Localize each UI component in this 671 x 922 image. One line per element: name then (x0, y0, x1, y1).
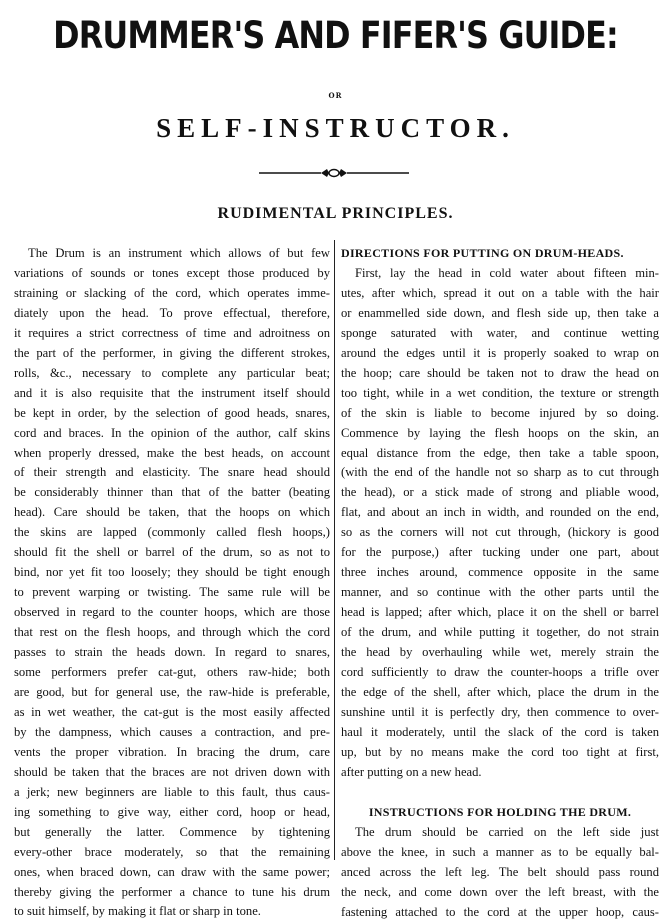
text-line: around the edges until it is properly soaked to wrap on (341, 344, 659, 364)
text-line: so as the corners will not cut through, (hickory is good (341, 523, 659, 543)
text-line: anced across the left leg. The belt should pass round (341, 863, 659, 883)
text-line: bind, nor yet fit too loosely; they should be tight enough (14, 563, 330, 583)
text-line: observed in regard to the counter hoops, which are those (14, 603, 330, 623)
text-line: manner, and so continue with the other parts until the (341, 583, 659, 603)
page-subtitle: SELF-INSTRUCTOR. (0, 113, 671, 144)
text-line: ones, when braced down, can draw with the same power; (14, 863, 330, 883)
text-line: after putting on a new head. (341, 763, 659, 783)
text-line: be considerably thinner than that of the batter (beating (14, 483, 330, 503)
text-line: too tight, while in a wet condition, the texture or strength (341, 384, 659, 404)
text-line: the part of the performer, in giving the different strokes, (14, 344, 330, 364)
text-line: the skins are lapped (commonly called flesh hoops,) (14, 523, 330, 543)
text-line: haul it moderately, until the slack of the cord is taken (341, 723, 659, 743)
text-line: the hoop; care should be taken not to draw the head on (341, 364, 659, 384)
text-line: head). Care should be taken, that the hoops on which (14, 503, 330, 523)
text-line: of the drum, and while putting it together, do not strain (341, 623, 659, 643)
left-column (14, 244, 330, 922)
heading-holding-drum: INSTRUCTIONS FOR HOLDING THE DRUM. (341, 803, 659, 823)
text-line: First, lay the head in cold water about fifteen min- (341, 264, 659, 284)
title-connector: OR (0, 91, 671, 100)
text-line: or enammelled side down, and flesh side up, then take a (341, 304, 659, 324)
text-line: for the purpose,) after tucking under one part, about (341, 543, 659, 563)
text-line: passes to strain the heads down. In regard to snares, (14, 643, 330, 663)
text-line: and it is also requisite that the instrument itself should (14, 384, 330, 404)
text-line: The drum should be carried on the left side just (341, 823, 659, 843)
text-line: equal distance from the edge, then take a table spoon, (341, 444, 659, 464)
text-line: should fit the shell or barrel of the drum, so as not to (14, 543, 330, 563)
text-line: be kept in order, by the selection of good heads, snares, (14, 404, 330, 424)
text-line: head is lapped; after which, place it on the shell or barrel (341, 603, 659, 623)
text-line: it requires a strict correctness of time and adroitness on (14, 324, 330, 344)
text-line: cord sufficiently to draw the counter-hoops a trifle over (341, 663, 659, 683)
paragraph-holding-drum (341, 823, 659, 922)
text-line: that rest on the flesh hoops, and through which the cord (14, 623, 330, 643)
heading-drum-heads: DIRECTIONS FOR PUTTING ON DRUM-HEADS. (341, 244, 659, 264)
text-line: diately upon the head. To prove effectual, therefore, (14, 304, 330, 324)
text-line: utes, after which, spread it out on a table with the hair (341, 284, 659, 304)
text-line: every-other brace moderately, so that the remaining (14, 843, 330, 863)
text-line: by the dampness, which causes a contraction, and pre- (14, 723, 330, 743)
text-line: should be taken that the braces are not driven down with (14, 763, 330, 783)
paragraph-gap (341, 783, 659, 803)
text-line: to suit himself, by making it flat or sharp in tone. (14, 902, 330, 922)
text-line: fastening attached to the cord at the upper hoop, caus- (341, 903, 659, 922)
text-line: the head by overhauling while wet, merely strain the (341, 643, 659, 663)
text-line: as in wet weather, the cat-gut is the most easily affected (14, 703, 330, 723)
text-line: vents the proper vibration. In bracing the drum, care (14, 743, 330, 763)
ornament-divider-icon (259, 167, 409, 179)
text-line: up, but by no means make the cord too tight at first, (341, 743, 659, 763)
text-line: a jerk; new beginners are liable to this fault, thus caus- (14, 783, 330, 803)
text-line: of their strength and elasticity. The snare head should (14, 463, 330, 483)
text-line: rolls, &c., necessary to complete any particular beat; (14, 364, 330, 384)
text-line: straining or slacking of the cord, which operates imme- (14, 284, 330, 304)
text-line: ing something to give way, either cord, hoop or head, (14, 803, 330, 823)
text-line: Commence by laying the flesh hoops on the skin, an (341, 424, 659, 444)
right-column (341, 244, 659, 922)
text-line: The Drum is an instrument which allows of but few (14, 244, 330, 264)
text-line: cord and braces. In the opinion of the author, calf skins (14, 424, 330, 444)
page-title: DRUMMER'S AND FIFER'S GUIDE: (47, 14, 624, 57)
text-line: sunshine until it is perfectly dry, then commence to over- (341, 703, 659, 723)
text-line: of the skin is liable to become injured by so doing. (341, 404, 659, 424)
text-line: are good, but for general use, the raw-hide is preferable, (14, 683, 330, 703)
text-line: flat, and about an inch in width, and rounded on the end, (341, 503, 659, 523)
text-line: the head), or a stick made of strong and pliable wood, (341, 483, 659, 503)
section-heading: RUDIMENTAL PRINCIPLES. (0, 205, 671, 223)
text-line: sponge saturated with water, and continue wetting (341, 324, 659, 344)
text-line: but generally the latter. Commence by tightening (14, 823, 330, 843)
text-line: above the knee, in such a manner as to be equally bal- (341, 843, 659, 863)
column-divider (334, 240, 335, 860)
paragraph-drum-heads (341, 264, 659, 783)
text-line: thereby giving the performer a chance to tune his drum (14, 883, 330, 903)
text-line: some performers prefer cat-gut, others raw-hide; both (14, 663, 330, 683)
text-line: when properly dressed, make the best heads, on account (14, 444, 330, 464)
text-line: the neck, and come down over the left breast, with the (341, 883, 659, 903)
text-line: three inches around, commence opposite in the same (341, 563, 659, 583)
text-line: variations of sounds or tones except those produced by (14, 264, 330, 284)
text-line: (with the end of the handle not so sharp as to cut through (341, 463, 659, 483)
text-line: to prevent warping or twisting. The same rule will be (14, 583, 330, 603)
text-line: the edge of the shell, after which, place the drum in the (341, 683, 659, 703)
